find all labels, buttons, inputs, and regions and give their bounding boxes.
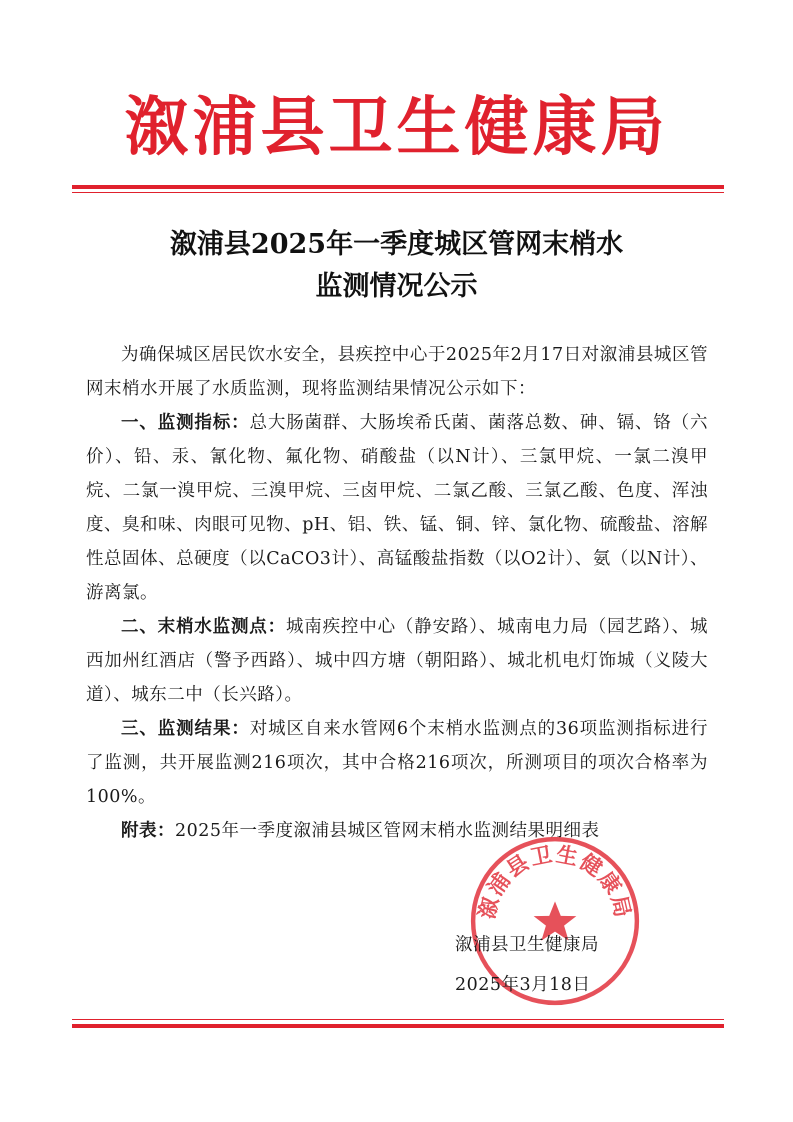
- appendix-heading: 附表：: [121, 821, 175, 841]
- footer-divider-thick: [72, 1024, 724, 1028]
- intro-paragraph: 为确保城区居民饮水安全，县疾控中心于2025年2月17日对溆浦县城区管网末梢水开展了水质监测，现将监测结果情况公示如下：: [86, 345, 708, 399]
- footer-divider-thin: [72, 1019, 724, 1020]
- document-header-org-name: 溆浦县卫生健康局: [124, 91, 669, 165]
- seal-text: 溆浦县卫生健康局: [474, 842, 636, 922]
- signature-org: 溆浦县卫生健康局: [455, 935, 599, 955]
- section-monitoring-indicators: [86, 406, 708, 610]
- section-1-heading: 一、监测指标：: [121, 413, 250, 433]
- header-divider-thin: [72, 192, 724, 193]
- section-monitoring-points: [86, 610, 708, 712]
- document-title-line-1: 溆浦县2025年一季度城区管网末梢水: [169, 229, 624, 260]
- section-monitoring-results: [86, 712, 708, 814]
- header-divider-thick: [72, 185, 724, 189]
- section-2-heading: 二、末梢水监测点：: [121, 617, 286, 637]
- section-2-text: 城南疾控中心（静安路）、城南电力局（园艺路）、城西加州红酒店（警予西路）、城中四方塘（朝阳路）、城北机电灯饰城（义陵大道）、城东二中（长兴路）。: [86, 617, 708, 705]
- appendix-text: 2025年一季度溆浦县城区管网末梢水监测结果明细表: [175, 821, 600, 841]
- section-1-text: 总大肠菌群、大肠埃希氏菌、菌落总数、砷、镉、铬（六价）、铅、汞、氰化物、氟化物、硝酸盐（以N计）、三氯甲烷、一氯二溴甲烷、二氯一溴甲烷、三溴甲烷、三卤甲烷、二氯乙酸、三氯乙酸、色度、浑浊度、臭和味、肉眼可见物、pH、铝、铁、锰、铜、锌、氯化物、硫酸盐、溶解性总固体、总硬度（以CaCO3计）、高锰酸盐指数（以O2计）、氨（以N计）、游离氯。: [86, 413, 708, 603]
- document-title-line-2: 监测情况公示: [315, 271, 478, 302]
- section-3-heading: 三、监测结果：: [121, 719, 250, 739]
- section-3-text: 对城区自来水管网6个末梢水监测点的36项监测指标进行了监测，共开展监测216项次，其中合格216项次，所测项目的项次合格率为100%。: [86, 719, 708, 807]
- document-body: [86, 338, 708, 848]
- signature-date: 2025年3月18日: [455, 975, 591, 995]
